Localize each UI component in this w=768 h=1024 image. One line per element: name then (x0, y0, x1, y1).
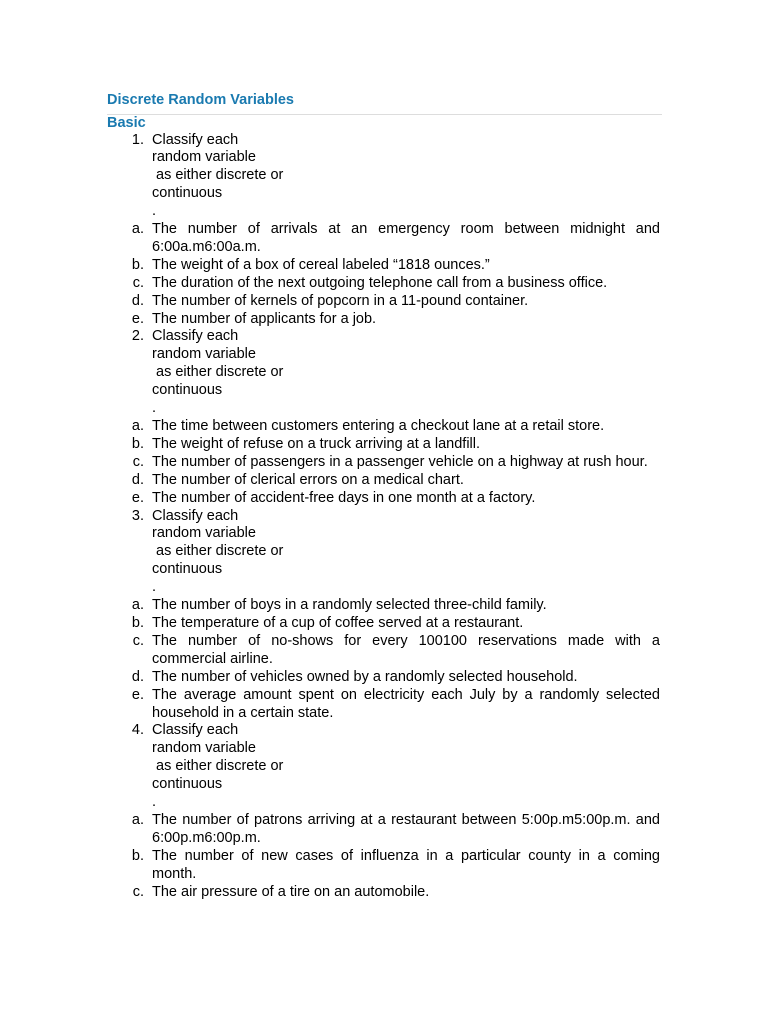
part-text: The temperature of a cup of coffee served at a restaurant. (152, 614, 524, 631)
question-prompt-line: continuous (152, 185, 223, 202)
part-marker: b. (131, 435, 144, 452)
question-item (107, 508, 660, 598)
question-prompt-line: random variable (152, 149, 256, 166)
part-marker: c. (132, 883, 144, 900)
part-marker: e. (131, 489, 144, 506)
part-text: The number of new cases of influenza in a particular county in a coming month. (152, 847, 660, 882)
section-heading: Basic (107, 115, 146, 131)
question-prompt-line: Classify each (152, 507, 239, 524)
question-part (107, 490, 660, 508)
question-part (107, 472, 660, 490)
part-marker: e. (131, 310, 144, 327)
part-text: The number of accident-free days in one month at a factory. (152, 489, 536, 506)
part-text: The number of patrons arriving at a restaurant between 5:00p.m5:00p.m. and 6:00p.m6:00p.m. (152, 811, 660, 846)
question-number: 2. (131, 328, 144, 345)
question-number: 1. (131, 131, 144, 148)
question-item (107, 328, 660, 418)
question-item (107, 722, 660, 812)
part-text: The number of applicants for a job. (152, 310, 377, 327)
part-marker: d. (131, 292, 144, 309)
part-marker: a. (131, 221, 144, 238)
title-divider (107, 114, 662, 115)
part-text: The number of vehicles owned by a randomly selected household. (152, 668, 578, 685)
question-prompt-line: as either discrete or (152, 758, 284, 775)
question-prompt-line: continuous (152, 382, 223, 399)
question-prompt-line: as either discrete or (152, 167, 284, 184)
part-text: The number of kernels of popcorn in a 11-pound container. (152, 292, 529, 309)
question-part (107, 221, 660, 257)
question-prompt-line: Classify each (152, 328, 239, 345)
question-part (107, 848, 660, 884)
question-part (107, 436, 660, 454)
question-prompt-line: . (152, 794, 157, 811)
question-prompt-line: . (152, 203, 157, 220)
part-text: The weight of refuse on a truck arriving at a landfill. (152, 435, 481, 452)
question-prompt-line: Classify each (152, 131, 239, 148)
question-part (107, 597, 660, 615)
question-prompt (152, 508, 660, 598)
question-prompt (152, 722, 660, 812)
question-part (107, 311, 660, 329)
question-part (107, 669, 660, 687)
question-part (107, 257, 660, 275)
question-prompt (152, 328, 660, 418)
part-marker: a. (131, 418, 144, 434)
question-prompt-line: as either discrete or (152, 364, 284, 381)
part-marker: c. (132, 274, 144, 291)
question-prompt-line: continuous (152, 561, 223, 578)
question-part (107, 275, 660, 293)
question-part (107, 418, 660, 436)
part-marker: b. (131, 614, 144, 631)
part-marker: a. (131, 811, 144, 828)
question-item (107, 132, 660, 222)
question-part (107, 454, 660, 472)
question-part (107, 687, 660, 723)
part-text: The number of passengers in a passenger vehicle on a highway at rush hour. (152, 453, 648, 470)
part-marker: b. (131, 847, 144, 864)
exercise-list (107, 132, 660, 902)
part-text: The average amount spent on electricity each July by a randomly selected household in a certain state. (152, 686, 660, 721)
question-prompt-line: random variable (152, 740, 256, 757)
question-part (107, 633, 660, 669)
part-marker: c. (132, 632, 144, 649)
question-part (107, 293, 660, 311)
question-prompt-line: random variable (152, 525, 256, 542)
part-text: The air pressure of a tire on an automobile. (152, 883, 430, 900)
question-prompt (152, 132, 660, 222)
part-marker: e. (131, 686, 144, 703)
part-text: The number of boys in a randomly selected three-child family. (152, 597, 547, 614)
question-prompt-line: as either discrete or (152, 543, 284, 560)
part-text: The number of arrivals at an emergency room between midnight and 6:00a.m6:00a.m. (152, 221, 660, 255)
question-part (107, 812, 660, 848)
part-marker: b. (131, 256, 144, 273)
part-marker: c. (132, 453, 144, 470)
part-text: The number of no-shows for every 100100 reservations made with a commercial airline. (152, 632, 660, 667)
question-prompt-line: random variable (152, 346, 256, 363)
part-text: The duration of the next outgoing telephone call from a business office. (152, 274, 608, 291)
question-prompt-line: . (152, 400, 157, 417)
question-prompt-line: continuous (152, 776, 223, 793)
question-part (107, 884, 660, 902)
part-text: The number of clerical errors on a medical chart. (152, 471, 464, 488)
part-marker: d. (131, 471, 144, 488)
page-title: Discrete Random Variables (107, 92, 294, 108)
question-prompt-line: Classify each (152, 722, 239, 739)
part-marker: a. (131, 597, 144, 614)
part-text: The weight of a box of cereal labeled “1818 ounces.” (152, 256, 490, 273)
question-number: 3. (131, 507, 144, 524)
part-marker: d. (131, 668, 144, 685)
question-number: 4. (131, 722, 144, 739)
question-prompt-line: . (152, 579, 157, 596)
part-text: The time between customers entering a checkout lane at a retail store. (152, 418, 605, 434)
question-part (107, 615, 660, 633)
